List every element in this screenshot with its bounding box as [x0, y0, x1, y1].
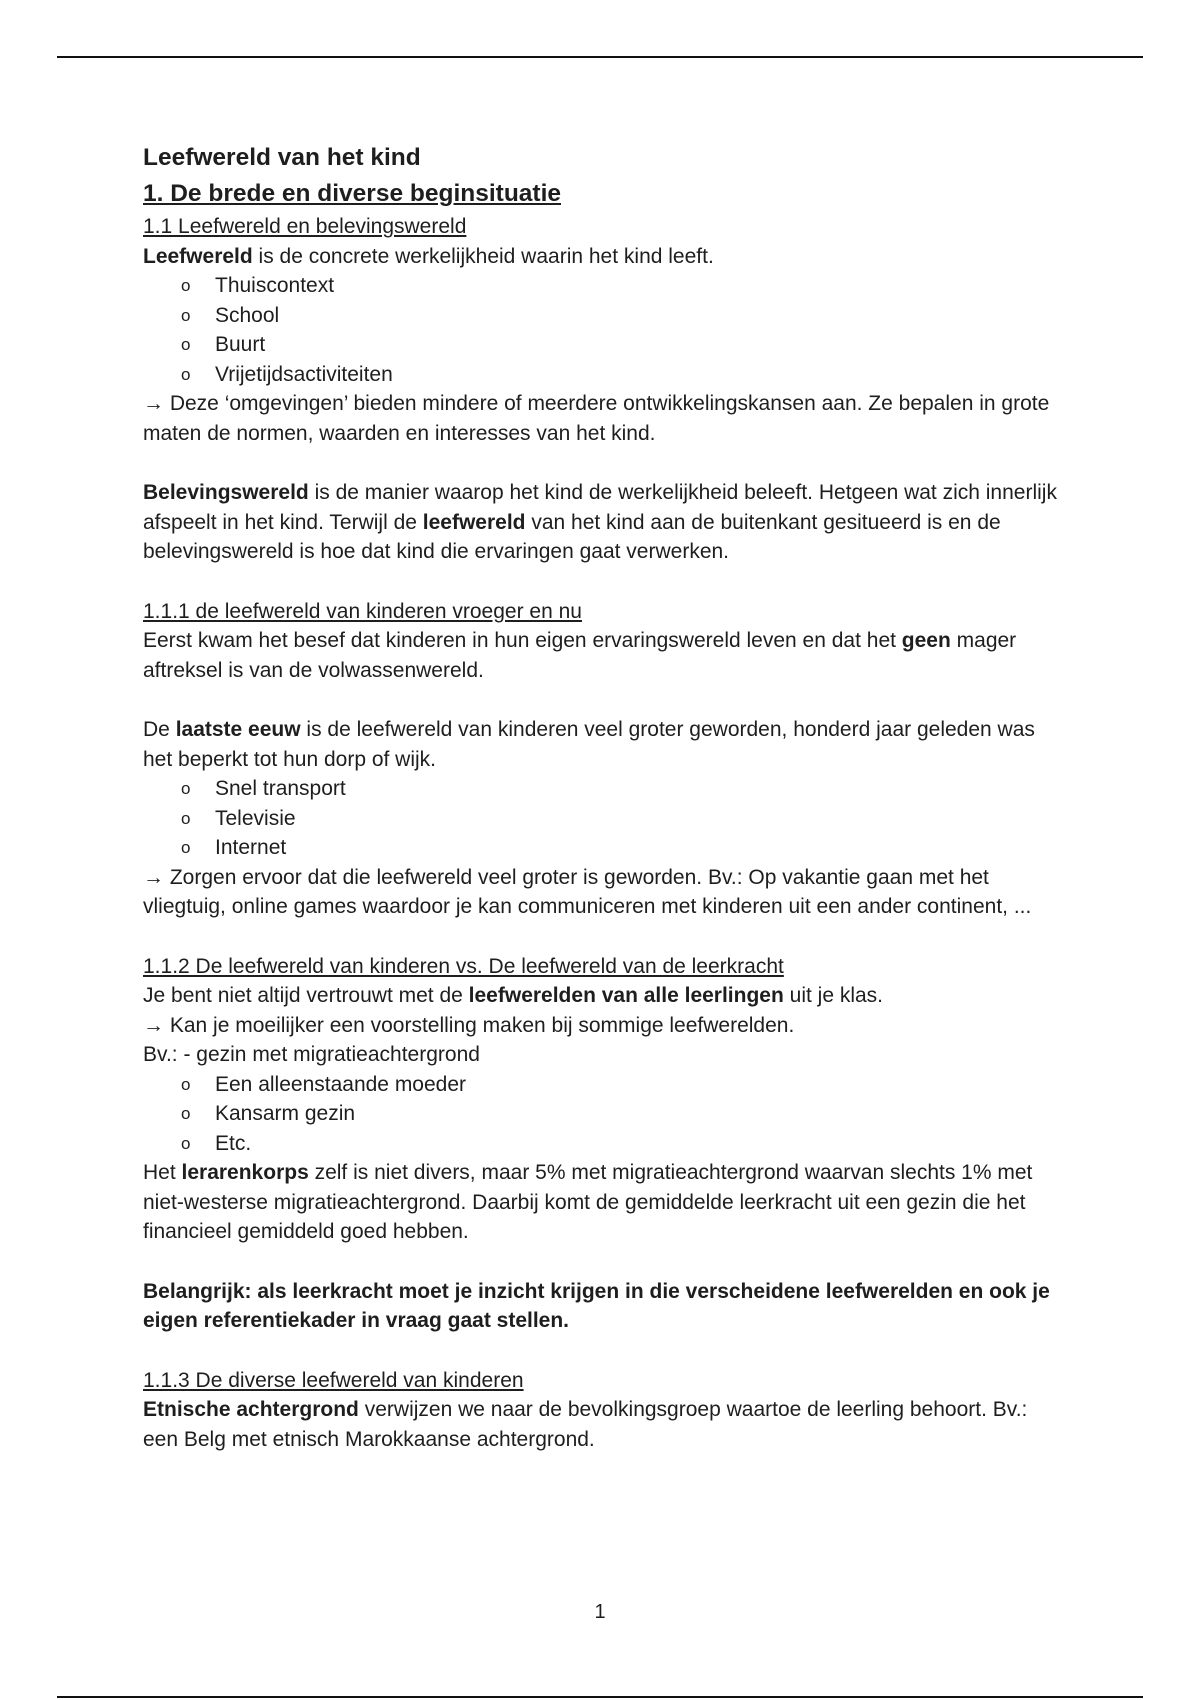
heading-1-1-3: 1.1.3 De diverse leefwereld van kinderen	[143, 1368, 524, 1392]
paragraph-laatste-eeuw: De laatste eeuw is de leefwereld van kinderen veel groter geworden, honderd jaar geleden was het beperkt tot hun dorp of wijk.	[143, 718, 1035, 771]
document-page	[143, 140, 1068, 1454]
page-number: 1	[594, 1601, 606, 1623]
header-rule	[57, 56, 1143, 58]
paragraph-vertrouwd: Je bent niet altijd vertrouwt met de leefwerelden van alle leerlingen uit je klas.	[143, 984, 884, 1007]
list-item: o Snel transport	[143, 774, 1068, 804]
list-item: o School	[143, 301, 1068, 331]
heading-1-1-2: 1.1.2 De leefwereld van kinderen vs. De leefwereld van de leerkracht	[143, 954, 784, 978]
paragraph-bv: Bv.: - gezin met migratieachtergrond	[143, 1043, 480, 1066]
document-title: Leefwereld van het kind	[143, 144, 421, 171]
paragraph-leefwereld: Leefwereld is de concrete werkelijkheid waarin het kind leeft.	[143, 244, 714, 268]
list-item: o Internet	[143, 833, 1068, 863]
heading-1-1: 1.1 Leefwereld en belevingswereld	[143, 215, 467, 238]
footer-rule	[57, 1696, 1143, 1698]
paragraph-omgevingen: → Deze ‘omgevingen’ bieden mindere of meerdere ontwikkelingskansen aan. Ze bepalen in grote maten de normen, waarden en interesses van het kind.	[143, 392, 1050, 445]
heading-1-1-1: 1.1.1 de leefwereld van kinderen vroeger en nu	[143, 599, 582, 623]
paragraph-zorgen: → Zorgen ervoor dat die leefwereld veel groter is geworden. Bv.: Op vakantie gaan met het vliegtuig, online games waardoor je kan communiceren met kinderen uit een ander continent, ...	[143, 865, 1032, 918]
list-item: o Thuiscontext	[143, 271, 1068, 301]
list-factors	[143, 774, 1068, 863]
bold-term: Leefwereld	[143, 244, 253, 268]
list-item: o Vrijetijdsactiviteiten	[143, 360, 1068, 390]
list-item: o Buurt	[143, 330, 1068, 360]
list-item: o Etc.	[143, 1129, 1068, 1159]
list-item: o Een alleenstaande moeder	[143, 1070, 1068, 1100]
list-leefwereld	[143, 271, 1068, 389]
paragraph-besef: Eerst kwam het besef dat kinderen in hun eigen ervaringswereld leven en dat het geen mager aftreksel is van de volwassenwereld.	[143, 629, 1017, 682]
list-examples	[143, 1070, 1068, 1159]
paragraph-voorstelling: → Kan je moeilijker een voorstelling maken bij sommige leefwerelden.	[143, 1013, 795, 1037]
list-item: o Televisie	[143, 804, 1068, 834]
paragraph-belangrijk: Belangrijk: als leerkracht moet je inzicht krijgen in die verscheidene leefwerelden en ook je eigen referentiekader in vraag gaat stellen.	[143, 1279, 1050, 1332]
heading-1: 1. De brede en diverse beginsituatie	[143, 180, 562, 207]
paragraph-belevingswereld: Belevingswereld is de manier waarop het kind de werkelijkheid beleeft. Hetgeen wat zich innerlijk afspeelt in het kind. Terwijl de leefwereld van het kind aan de buitenkant gesitueerd is en de belevingswereld is hoe dat kind die ervaringen gaat verwerken.	[143, 481, 1057, 563]
paragraph-etnisch: Etnische achtergrond verwijzen we naar de bevolkingsgroep waartoe de leerling behoort. Bv.: een Belg met etnisch Marokkaanse achtergrond.	[143, 1398, 1028, 1451]
list-item: o Kansarm gezin	[143, 1099, 1068, 1129]
paragraph-lerarenkorps: Het lerarenkorps zelf is niet divers, maar 5% met migratieachtergrond waarvan slechts 1% met niet-westerse migratieachtergrond. Daarbij komt de gemiddelde leerkracht uit een gezin die het financieel gemiddeld goed hebben.	[143, 1161, 1033, 1243]
